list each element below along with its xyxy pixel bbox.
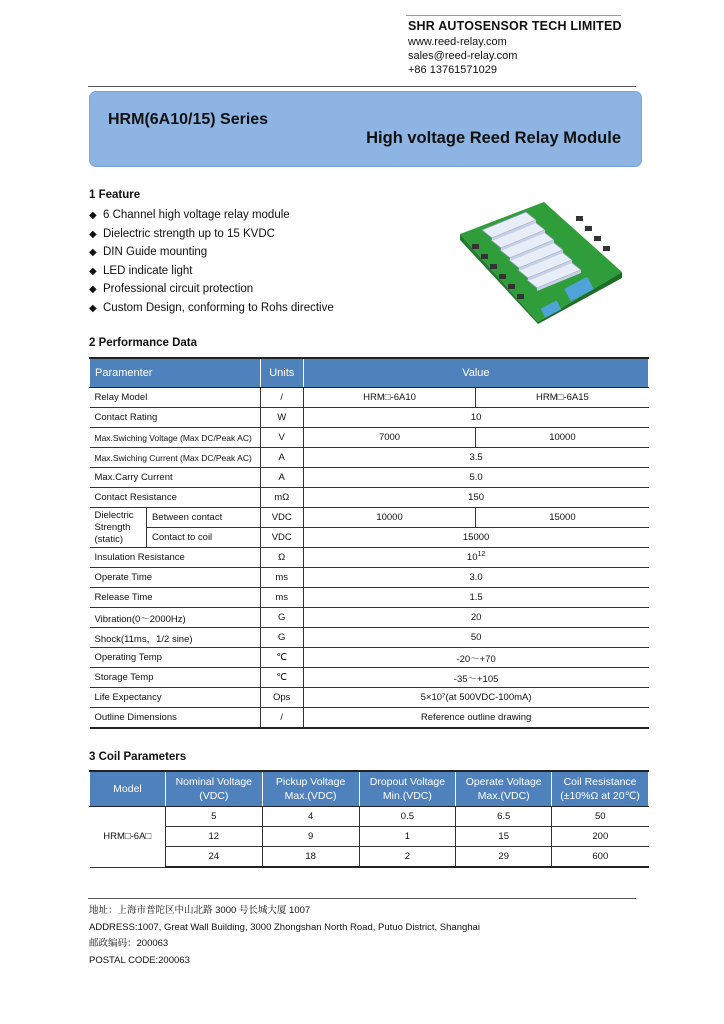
diamond-bullet-icon: ◆ (89, 247, 97, 258)
table-row: Storage Temp ℃ -35～+105 (90, 668, 649, 688)
col-header-parameter: Paramenter (90, 358, 261, 388)
company-name: SHR AUTOSENSOR TECH LIMITED (408, 19, 622, 33)
col-header-nominal: Nominal Voltage (VDC) (165, 771, 262, 807)
table-row: Contact Rating W 10 (90, 408, 649, 428)
feature-item: ◆ 6 Channel high voltage relay module (89, 206, 334, 225)
table-row: Max.Swiching Current (Max DC/Peak AC) A 3.5 (90, 448, 649, 468)
relay-module-image (456, 200, 626, 324)
coil-table (89, 770, 649, 868)
diamond-bullet-icon: ◆ (89, 302, 97, 314)
col-header-dropout: Dropout Voltage Min.(VDC) (359, 771, 456, 807)
table-row: Release Time ms 1.5 (90, 588, 649, 608)
coil-heading: 3 Coil Parameters (89, 751, 187, 763)
performance-heading: 2 Performance Data (89, 337, 198, 349)
table-row: Relay Model / HRM□-6A10 HRM□-6A15 (90, 388, 649, 408)
product-subtitle: High voltage Reed Relay Module (366, 129, 621, 147)
footer-postal-cn: 邮政编码：200063 (89, 938, 169, 949)
table-header-row (90, 771, 649, 807)
table-row: HRM□-6A□ 5 4 0.5 6.5 50 (90, 807, 649, 827)
footer-rule (88, 898, 636, 899)
col-header-model: Model (90, 771, 166, 807)
col-header-units: Units (260, 358, 303, 388)
company-email[interactable]: sales@reed-relay.com (408, 50, 518, 62)
table-row: Max.Swiching Voltage (Max DC/Peak AC) V 7000 10000 (90, 428, 649, 448)
diamond-bullet-icon: ◆ (89, 284, 97, 295)
table-row: Shock(11ms，1/2 sine) G 50 (90, 628, 649, 648)
header-rule (88, 86, 636, 87)
header-top-rule (406, 15, 621, 16)
col-header-pickup: Pickup Voltage Max.(VDC) (262, 771, 359, 807)
table-row: Operating Temp ℃ -20～+70 (90, 648, 649, 668)
company-info (408, 19, 648, 77)
feature-item: ◆ DIN Guide mounting (89, 243, 334, 262)
series-title: HRM(6A10/15) Series (108, 111, 269, 128)
feature-item: ◆ Custom Design, conforming to Rohs directive (89, 299, 334, 318)
table-row: Max.Carry Current A 5.0 (90, 468, 649, 488)
footer (89, 903, 480, 969)
table-row: Life Expectancy Ops 5×10⁷(at 500VDC-100mA) (90, 688, 649, 708)
footer-postal-en: POSTAL CODE:200063 (89, 954, 190, 966)
feature-item: ◆ Dielectric strength up to 15 KVDC (89, 225, 334, 244)
table-row: Contact Resistance mΩ 150 (90, 488, 649, 508)
table-row: Dielectric Strength (static) Between contact VDC 10000 15000 (90, 508, 649, 528)
feature-item: ◆ LED indicate light (89, 262, 334, 281)
feature-heading: 1 Feature (89, 189, 141, 201)
table-row: 12 9 1 15 200 (90, 827, 649, 847)
feature-list (89, 206, 334, 317)
dielectric-label: Dielectric Strength (static) (90, 508, 147, 548)
coil-model: HRM□-6A□ (90, 807, 166, 868)
footer-address-en: ADDRESS:1007, Great Wall Building, 3000 Zhongshan North Road, Putuo District, Shanghai (89, 921, 480, 933)
diamond-bullet-icon: ◆ (89, 210, 97, 221)
table-row: Contact to coil VDC 15000 (90, 528, 649, 548)
company-website[interactable]: www.reed-relay.com (408, 36, 507, 48)
performance-table (89, 357, 649, 729)
col-header-value: Value (303, 358, 648, 388)
diamond-bullet-icon: ◆ (89, 265, 97, 277)
table-header-row (90, 358, 649, 388)
table-row: Vibration(0～2000Hz) G 20 (90, 608, 649, 628)
table-row: Outline Dimensions / Reference outline drawing (90, 708, 649, 729)
diamond-bullet-icon: ◆ (89, 228, 97, 240)
col-header-resistance: Coil Resistance (±10%Ω at 20℃) (552, 771, 649, 807)
table-row: Operate Time ms 3.0 (90, 568, 649, 588)
company-phone: +86 13761571029 (408, 64, 498, 76)
table-row: Insulation Resistance Ω $10^{12}$ (90, 548, 649, 568)
col-header-operate: Operate Voltage Max.(VDC) (456, 771, 552, 807)
feature-item: ◆ Professional circuit protection (89, 280, 334, 299)
title-banner (89, 91, 642, 167)
footer-address-cn: 地址：上海市普陀区中山北路 3000 号长城大厦 1007 (89, 905, 311, 916)
table-row: 24 18 2 29 600 (90, 847, 649, 868)
